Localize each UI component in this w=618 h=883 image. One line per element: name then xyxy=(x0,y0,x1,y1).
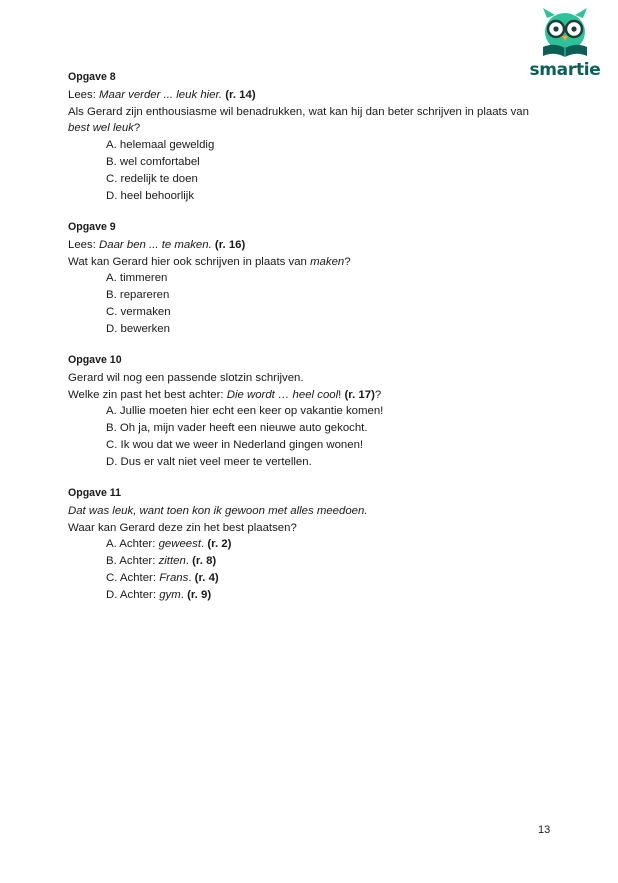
line-reference: (r. 17) xyxy=(344,388,375,401)
options-list xyxy=(106,403,568,470)
question-punct: ! xyxy=(338,388,345,401)
options-list xyxy=(106,536,568,603)
lees-line xyxy=(68,87,568,104)
quote-text: Maar verder ... leuk hier. xyxy=(99,88,223,101)
question-title: Opgave 11 xyxy=(68,487,121,499)
question-text: Waar kan Gerard deze zin het best plaatsen? xyxy=(68,521,297,534)
quoted-sentence xyxy=(68,503,568,520)
question-mark: ? xyxy=(374,388,382,401)
option-d: D. bewerken xyxy=(106,322,170,335)
question-mark: ? xyxy=(344,255,351,268)
option-a: A. helemaal geweldig xyxy=(106,139,215,152)
option-b: B. Oh ja, mijn vader heeft een nieuwe auto gekocht. xyxy=(106,422,368,435)
logo-wordmark: smartie xyxy=(529,60,601,80)
lees-line xyxy=(68,237,568,254)
line-reference: (r. 16) xyxy=(214,238,246,251)
options-list xyxy=(106,137,568,204)
quote-text: Daar ben ... te maken. xyxy=(99,238,212,251)
quote-text: maken xyxy=(310,255,345,268)
option-a: A. Achter: geweest. (r. 2) xyxy=(106,538,232,551)
line-reference: (r. 8) xyxy=(192,555,217,568)
question-text xyxy=(68,387,568,404)
options-list xyxy=(106,270,568,337)
option-a: A. Jullie moeten hier echt een keer op vakantie komen! xyxy=(106,405,384,418)
option-word: zitten xyxy=(158,555,186,568)
question-title: Opgave 10 xyxy=(68,354,122,366)
quote-text: best wel leuk xyxy=(68,122,134,135)
option-d: D. heel behoorlijk xyxy=(106,189,195,202)
option-word: gym xyxy=(159,588,181,601)
option-c: C. Achter: Frans. (r. 4) xyxy=(106,571,219,584)
question-text xyxy=(68,254,568,271)
option-c: C. Ik wou dat we weer in Nederland gingen wonen! xyxy=(106,438,364,451)
question-title: Opgave 8 xyxy=(68,71,116,83)
question-11 xyxy=(68,485,568,604)
option-prefix: C. Achter: xyxy=(106,571,160,584)
question-intro: Gerard wil nog een passende slotzin schrijven. xyxy=(68,371,304,384)
option-d: D. Dus er valt niet veel meer te vertellen. xyxy=(106,455,312,468)
option-prefix: A. Achter: xyxy=(106,538,159,551)
option-b: B. wel comfortabel xyxy=(106,155,200,168)
line-reference: (r. 9) xyxy=(187,588,212,601)
question-9 xyxy=(68,219,568,338)
question-prefix: Welke zin past het best achter: xyxy=(68,388,227,401)
option-c: C. redelijk te doen xyxy=(106,172,198,185)
question-title: Opgave 9 xyxy=(68,221,116,233)
option-b: B. repareren xyxy=(106,289,170,302)
question-mark: ? xyxy=(133,122,141,135)
option-d: D. Achter: gym. (r. 9) xyxy=(106,588,212,601)
line-reference: (r. 2) xyxy=(207,538,232,551)
quote-text: Dat was leuk, want toen kon ik gewoon met alles meedoen. xyxy=(68,504,368,517)
option-b: B. Achter: zitten. (r. 8) xyxy=(106,555,217,568)
lees-prefix: Lees: xyxy=(68,238,100,251)
option-word: geweest xyxy=(158,538,201,551)
lees-prefix: Lees: xyxy=(68,88,100,101)
owl-icon xyxy=(535,8,595,60)
question-8 xyxy=(68,69,568,204)
quote-text: Die wordt … heel cool xyxy=(226,388,339,401)
question-text: Als Gerard zijn enthousiasme wil benadrukken, wat kan hij dan beter schrijven in plaats van xyxy=(68,105,529,118)
question-10 xyxy=(68,352,568,471)
page-number: 13 xyxy=(538,824,551,836)
question-prefix: Wat kan Gerard hier ook schrijven in plaats van xyxy=(68,255,311,268)
option-prefix: B. Achter: xyxy=(106,555,159,568)
line-reference: (r. 4) xyxy=(194,571,219,584)
option-word: Frans xyxy=(159,571,189,584)
option-prefix: D. Achter: xyxy=(106,588,160,601)
option-c: C. vermaken xyxy=(106,305,171,318)
line-reference: (r. 14) xyxy=(225,88,256,101)
option-a: A. timmeren xyxy=(106,272,168,285)
question-text-cont xyxy=(68,120,568,137)
